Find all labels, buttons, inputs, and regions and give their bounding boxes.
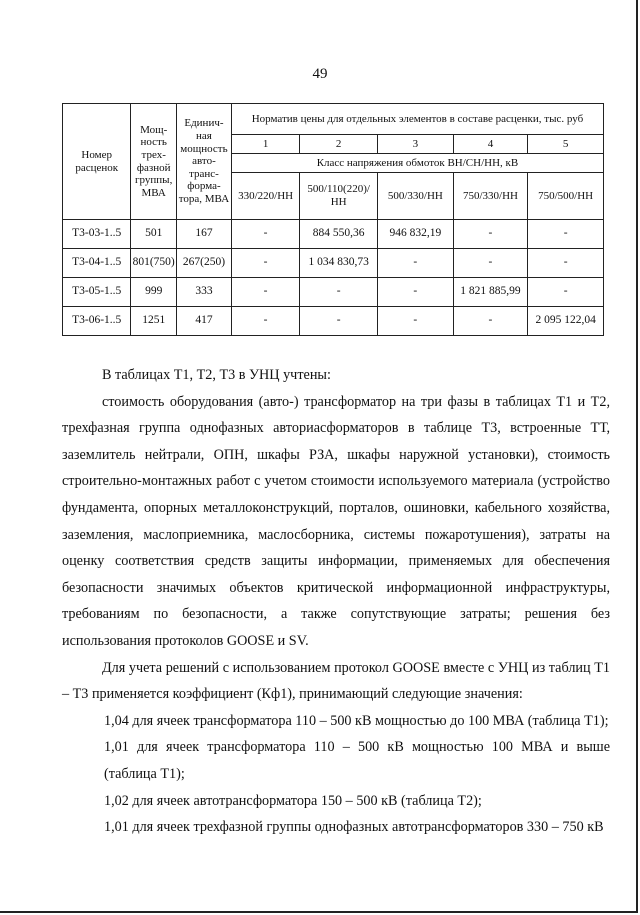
cell-c5: - [528,220,604,249]
header-col-4: 4 [453,135,528,154]
header-number: Номер расценок [63,104,131,220]
page-number: 49 [312,66,328,82]
cell-unit: 333 [176,278,231,307]
cell-c1: - [231,249,299,278]
cell-code: Т3-05-1..5 [63,278,131,307]
paragraph-goose-coefficient: Для учета решений с использованием протокол GOOSE вместе с УНЦ из таблиц Т1 – Т3 применяется коэффициент (Кф1), принимающий следующие значения: [62,659,610,703]
paragraph-intro: В таблицах Т1, Т2, Т3 в УНЦ учтены: [102,367,331,383]
cell-c1: - [231,307,299,336]
cell-c3: 946 832,19 [378,220,454,249]
header-unit-power: Единич-ная мощность авто-транс-форма-тора, МВА [176,104,231,220]
header-voltage-1: 330/220/НН [231,173,299,220]
cell-unit: 417 [176,307,231,336]
cell-c4: - [453,249,528,278]
cell-c2: - [300,278,378,307]
table-row [63,307,604,336]
cell-c5: - [528,249,604,278]
header-col-3: 3 [378,135,454,154]
coefficient-item: 1,02 для ячеек автотрансформатора 150 – 500 кВ (таблица Т2); [104,792,482,809]
coefficient-item: 1,01 для ячеек трехфазной группы однофазных автотрансформаторов 330 – 750 кВ [104,819,604,836]
header-norm-title: Норматив цены для отдельных элементов в составе расценки, тыс. руб [231,104,603,135]
cell-c2: 884 550,36 [300,220,378,249]
cell-c5: - [528,278,604,307]
table-row [63,278,604,307]
header-voltage-5: 750/500/НН [528,173,604,220]
table-row [63,220,604,249]
cell-group: 999 [131,278,177,307]
cell-c1: - [231,220,299,249]
coefficient-item: 1,04 для ячеек трансформатора 110 – 500 кВ мощностью до 100 МВА (таблица Т1); [104,712,609,729]
header-voltage-2: 500/110(220)/НН [300,173,378,220]
coefficient-item: 1,01 для ячеек трансформатора 110 – 500 кВ мощностью 100 МВА и выше (таблица Т1); [104,739,610,782]
cell-c3: - [378,249,454,278]
cell-c4: - [453,220,528,249]
price-norm-table [62,103,604,336]
cell-c3: - [378,278,454,307]
header-col-5: 5 [528,135,604,154]
cell-group: 801(750) [131,249,177,278]
cell-c5: 2 095 122,04 [528,307,604,336]
header-voltage-class: Класс напряжения обмоток ВН/СН/НН, кВ [231,154,603,173]
paragraph-included-costs: стоимость оборудования (авто-) трансформатор на три фазы в таблицах Т1 и Т2, трехфазная группа однофазных автoриасформаторов в таблице Т3, встроенные ТТ, заземлитель нейтрали, ОПН, шкафы РЗА, шкафы наружной установки), стоимость строительно-монтажных работ с учетом стоимости используемого материала (устройство фундамента, опорных металлоконструкций, порталов, ошиновки, кабельного хозяйства, заземления, маслоприемника, маслосборника, системы пожаротушения), затраты на оценку соответствия средств защиты информации, применяемых для обеспечения безопасности значимых объектов критической информационной инфраструктуры, требованиям по безопасности, а также сопутствующие затраты; решения без использования протоколов GOOSE и SV. [62,393,610,649]
cell-c4: - [453,307,528,336]
header-power-group: Мощ-ность трех-фазной группы, МВА [131,104,177,220]
cell-code: Т3-03-1..5 [63,220,131,249]
cell-c2: 1 034 830,73 [300,249,378,278]
cell-group: 501 [131,220,177,249]
cell-c2: - [300,307,378,336]
cell-group: 1251 [131,307,177,336]
cell-unit: 167 [176,220,231,249]
cell-c1: - [231,278,299,307]
cell-c4: 1 821 885,99 [453,278,528,307]
header-col-2: 2 [300,135,378,154]
cell-code: Т3-04-1..5 [63,249,131,278]
cell-c3: - [378,307,454,336]
cell-unit: 267(250) [176,249,231,278]
cell-code: Т3-06-1..5 [63,307,131,336]
table-row [63,249,604,278]
header-voltage-3: 500/330/НН [378,173,454,220]
body-text [62,362,610,841]
header-voltage-4: 750/330/НН [453,173,528,220]
header-col-1: 1 [231,135,299,154]
